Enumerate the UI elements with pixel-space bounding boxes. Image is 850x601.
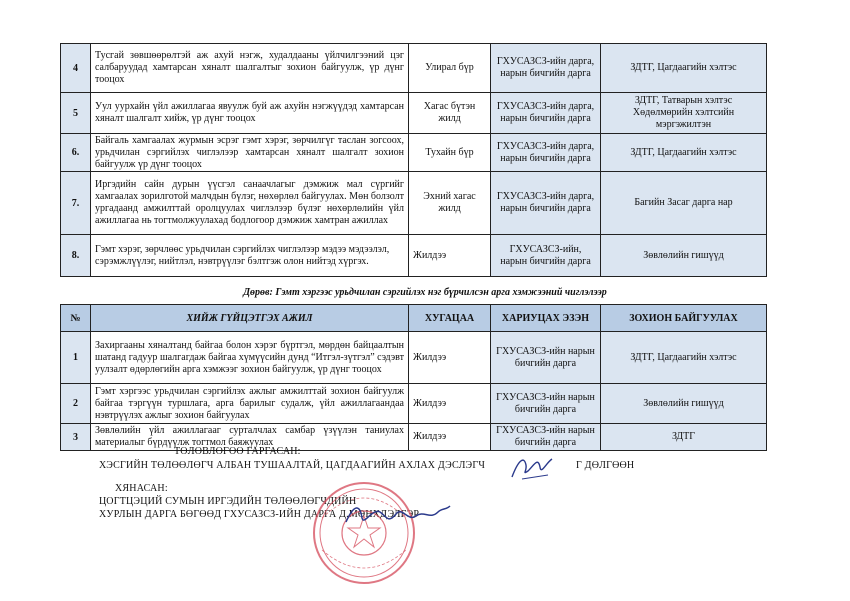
table-row bbox=[61, 93, 767, 134]
task-duration: Жилдээ bbox=[409, 424, 491, 451]
task-responsible: ГХУСАЗСЗ-ийн дарга, нарын бичгийн дарга bbox=[491, 44, 601, 93]
table-header-row bbox=[61, 305, 767, 332]
table-row bbox=[61, 424, 767, 451]
task-responsible: ГХУСАЗСЗ-ийн, нарын бичгийн дарга bbox=[491, 235, 601, 277]
task-duration: Жилдээ bbox=[409, 384, 491, 424]
task-description: Зөвлөлийн үйл ажиллагааг сурталчлах самбар үзүүлэн таниулах материалыг бүрдүүлж тогтмол баяжуулах bbox=[91, 424, 409, 451]
task-description: Гэмт хэргээс урьдчилан сэргийлэх ажлыг амжилттай зохион байгуулж байгаа тэргүүн туршлага, арга барилыг судалж, үйл ажиллагаандаа нэвтрүүлэх ажлыг зохион байгуулах bbox=[91, 384, 409, 424]
task-responsible: ГХУСАЗСЗ-ийн дарга, нарын бичгийн дарга bbox=[491, 93, 601, 134]
drafted-by-title: ХЭСГИЙН ТӨЛӨӨЛӨГЧ АЛБАН ТУШААЛТАЙ, ЦАГДААГИЙН АХЛАХ ДЭСЛЭГЧ bbox=[99, 460, 486, 471]
table-row bbox=[61, 235, 767, 277]
task-responsible: ГХУСАЗСЗ-ийн нарын бичгийн дарга bbox=[491, 424, 601, 451]
task-description: Захиргааны хяналтанд байгаа болон хэрэг бүртгэл, мөрдөн байцаалтын шатанд гадуур шалгагдаж байгаа хүмүүсийн дунд “Итгэл-зүтгэл” сэдэвт уулзалт өдөрлөгийн арга хэмжээг зохион байгуулж, үр дүнг тооцох bbox=[91, 332, 409, 384]
row-number: 8. bbox=[61, 235, 91, 277]
task-duration: Эхний хагас жилд bbox=[409, 172, 491, 235]
activities-table-continued bbox=[60, 43, 767, 277]
task-duration: Жилдээ bbox=[409, 332, 491, 384]
task-responsible: ГХУСАЗСЗ-ийн дарга, нарын бичгийн дарга bbox=[491, 172, 601, 235]
task-duration: Хагас бүтэн жилд bbox=[409, 93, 491, 134]
reviewed-by-title-line2: ХУРЛЫН ДАРГА БӨГӨӨД ГХУСАЗСЗ-ИЙН ДАРГА Д.МӨНХДЭЛГЭР bbox=[99, 509, 420, 520]
task-responsible: ГХУСАЗСЗ-ийн дарга, нарын бичгийн дарга bbox=[491, 134, 601, 172]
task-organizer: Зөвлөлийн гишүүд bbox=[601, 235, 767, 277]
task-organizer: Зөвлөлийн гишүүд bbox=[601, 384, 767, 424]
task-organizer: Багийн Засаг дарга нар bbox=[601, 172, 767, 235]
header-duration: ХУГАЦАА bbox=[409, 305, 491, 332]
section-title: Дөрөв: Гэмт хэргээс урьдчилан сэргийлэх нэг бүрчилсэн арга хэмжээний чиглэлээр bbox=[243, 287, 607, 298]
task-organizer: ЗДТГ, Цагдаагийн хэлтэс bbox=[601, 332, 767, 384]
header-responsible: ХАРИУЦАХ ЭЗЭН bbox=[491, 305, 601, 332]
task-responsible: ГХУСАЗСЗ-ийн нарын бичгийн дарга bbox=[491, 384, 601, 424]
task-duration: Жилдээ bbox=[409, 235, 491, 277]
table-row bbox=[61, 44, 767, 93]
drafted-by-name: Г ДӨЛГӨӨН bbox=[576, 460, 635, 471]
task-duration: Улирал бүр bbox=[409, 44, 491, 93]
reviewed-by-title-line1: ЦОГТЦЭЦИЙ СУМЫН ИРГЭДИЙН ТӨЛӨӨЛӨГЧДИЙН bbox=[99, 496, 357, 507]
task-organizer: ЗДТГ, Татварын хэлтэс Хөдөлмөрийн хэлтсийн мэргэжилтэн bbox=[601, 93, 767, 134]
header-organizer: ЗОХИОН БАЙГУУЛАХ bbox=[601, 305, 767, 332]
row-number: 2 bbox=[61, 384, 91, 424]
task-description: Гэмт хэрэг, зөрчлөөс урьдчилан сэргийлэх чиглэлээр мэдээ мэдээлэл, сэрэмжлүүлэг, нийтлэл, нэвтрүүлэг бэлтгэж олон нийтэд хүргэх. bbox=[91, 235, 409, 277]
row-number: 4 bbox=[61, 44, 91, 93]
row-number: 6. bbox=[61, 134, 91, 172]
reviewed-by-label: ХЯНАСАН: bbox=[115, 483, 168, 494]
drafted-by-label: ТӨЛӨВЛӨГӨӨ ГАРГАСАН: bbox=[174, 446, 301, 457]
row-number: 5 bbox=[61, 93, 91, 134]
table-row bbox=[61, 384, 767, 424]
table-row bbox=[61, 134, 767, 172]
row-number: 3 bbox=[61, 424, 91, 451]
row-number: 1 bbox=[61, 332, 91, 384]
task-description: Байгаль хамгаалах журмын эсрэг гэмт хэрэг, зөрчилгүг таслан зогсоох, урьдчилан сэргийлэх чиглэлээр хамтарсан хяналт шалгалт зохион байгуулж үр дүнг тооцох bbox=[91, 134, 409, 172]
task-description: Иргэдийн сайн дурын үүсгэл санаачлагыг дэмжиж мал сүргийг хамгаалах зорилготой малчдын бүлэг, нөхөрлөл байгуулах. Мөн болзолт ургадаанд амжилттай оролцуулах чиглэлээр бүлэг нөхөрлөлийн үйл ажиллагаа нь тогтмолжуулахад бодлогоор дэмжиж хамтран ажиллах bbox=[91, 172, 409, 235]
task-organizer: ЗДТГ, Цагдаагийн хэлтэс bbox=[601, 44, 767, 93]
task-duration: Тухайн бүр bbox=[409, 134, 491, 172]
table-row bbox=[61, 332, 767, 384]
header-task: ХИЙЖ ГҮЙЦЭТГЭХ АЖИЛ bbox=[91, 305, 409, 332]
table-row bbox=[61, 172, 767, 235]
task-responsible: ГХУСАЗСЗ-ийн нарын бичгийн дарга bbox=[491, 332, 601, 384]
task-organizer: ЗДТГ, Цагдаагийн хэлтэс bbox=[601, 134, 767, 172]
crime-prevention-table bbox=[60, 304, 767, 451]
official-stamp bbox=[308, 478, 420, 588]
signature-mark-drafter bbox=[508, 451, 556, 483]
task-description: Уул уурхайн үйл ажиллагаа явуулж буй аж ахуйн нэгжүүдэд хамтарсан хяналт шалгалт хийж, үр дүнг тооцох bbox=[91, 93, 409, 134]
row-number: 7. bbox=[61, 172, 91, 235]
header-number: № bbox=[61, 305, 91, 332]
task-organizer: ЗДТГ bbox=[601, 424, 767, 451]
signature-mark-reviewer bbox=[342, 500, 454, 530]
task-description: Тусгай зөвшөөрөлтэй аж ахуй нэгж, худалдааны үйлчилгээний цэг салбаруудад хамтарсан хяналт шалгалтыг зохион байгуулж, үр дүнг тооцох bbox=[91, 44, 409, 93]
